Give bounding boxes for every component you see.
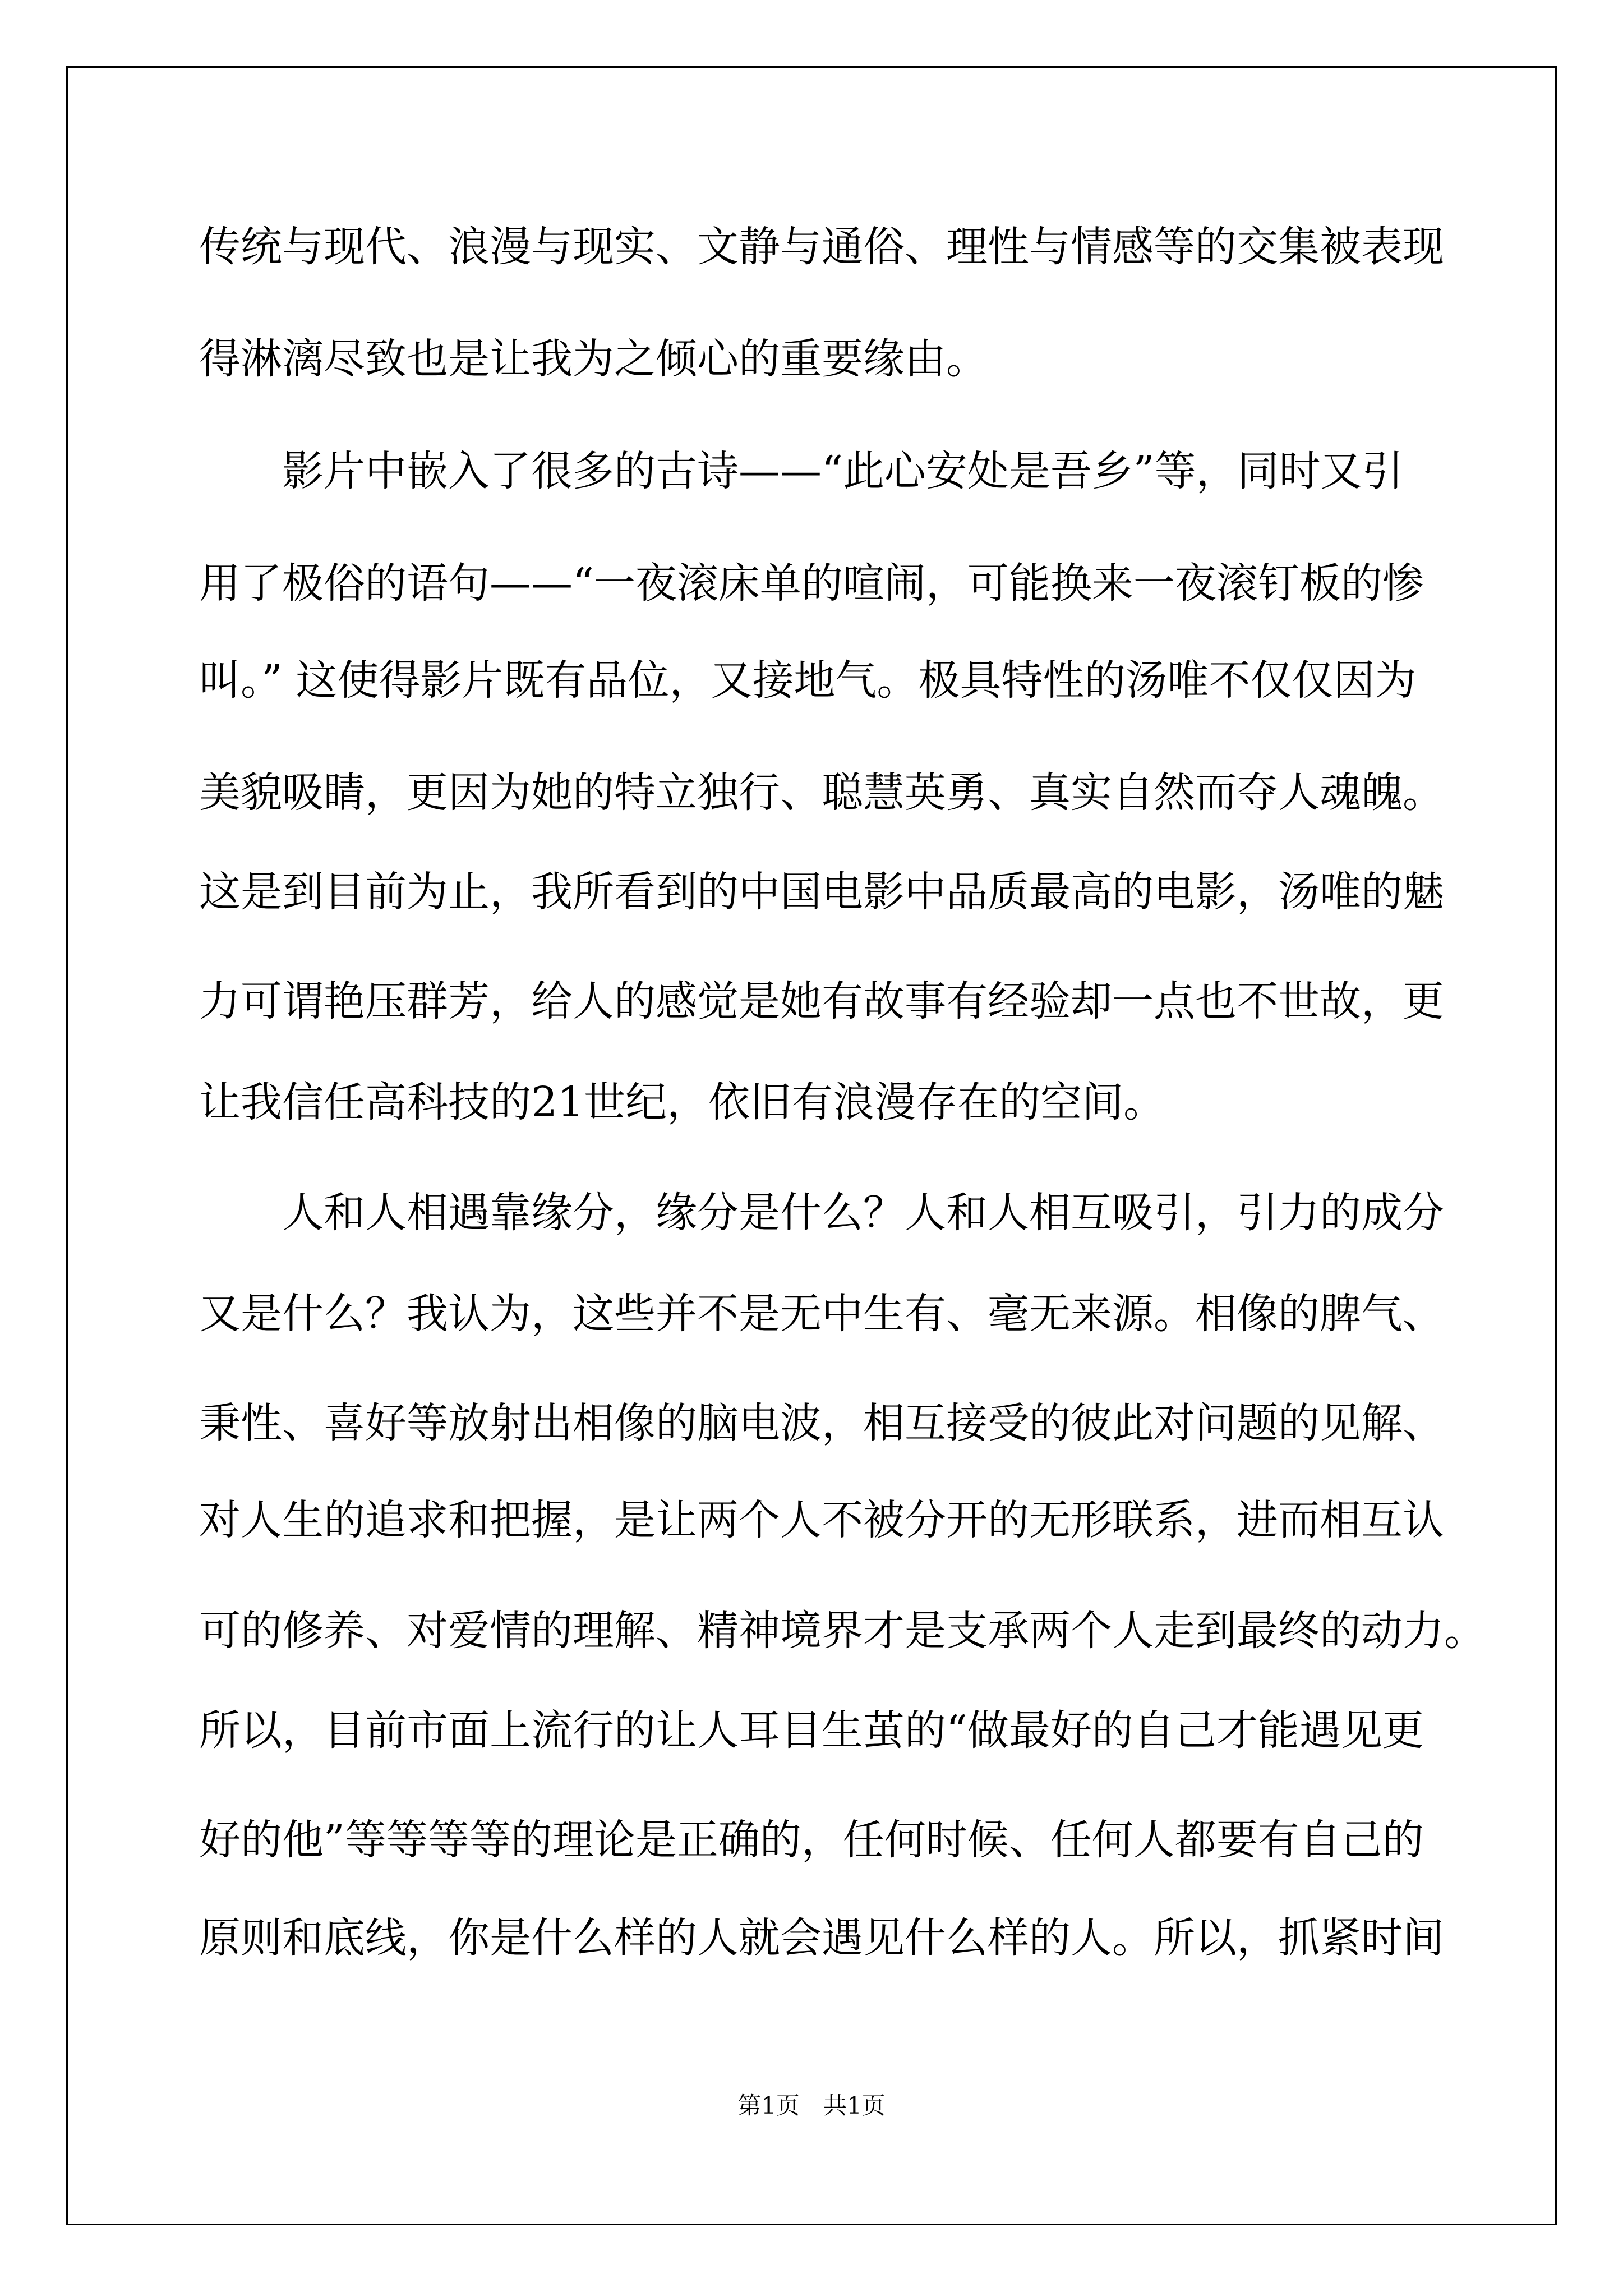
text-line: 让我信任高科技的21世纪，依旧有浪漫存在的空间。 — [199, 1078, 1165, 1126]
page-footer: 第1页 共1页 — [737, 2092, 886, 2119]
text-line: 得淋漓尽致也是让我为之倾心的重要缘由。 — [199, 335, 988, 383]
text-line: 可的修养、对爱情的理解、精神境界才是支承两个人走到最终的动力。 — [199, 1607, 1486, 1655]
text-line: 又是什么？我认为，这些并不是无中生有、毫无来源。相像的脾气、 — [199, 1290, 1444, 1338]
paragraph-start-line: 人和人相遇靠缘分，缘分是什么？人和人相互吸引，引力的成分 — [282, 1189, 1444, 1237]
text-line: 美貌吸睛，更因为她的特立独行、聪慧英勇、真实自然而夺人魂魄。 — [199, 769, 1444, 817]
text-line: 所以，目前市面上流行的让人耳目生茧的“做最好的自己才能遇见更 — [199, 1706, 1424, 1755]
text-line: 对人生的追求和把握，是让两个人不被分开的无形联系，进而相互认 — [199, 1496, 1444, 1544]
text-line: 原则和底线，你是什么样的人就会遇见什么样的人。所以，抓紧时间 — [199, 1914, 1444, 1962]
text-line: 叫。” 这使得影片既有品位，又接地气。极具特性的汤唯不仅仅因为 — [199, 656, 1417, 705]
text-line: 好的他”等等等等的理论是正确的，任何时候、任何人都要有自己的 — [199, 1816, 1424, 1864]
text-line: 秉性、喜好等放射出相像的脑电波，相互接受的彼此对问题的见解、 — [199, 1399, 1444, 1447]
text-line: 这是到目前为止，我所看到的中国电影中品质最高的电影，汤唯的魅 — [199, 868, 1444, 916]
text-line: 用了极俗的语句——“一夜滚床单的喧闹，可能换来一夜滚钉板的惨 — [199, 559, 1424, 608]
text-line: 传统与现代、浪漫与现实、文静与通俗、理性与情感等的交集被表现 — [199, 223, 1444, 271]
paragraph-start-line: 影片中嵌入了很多的古诗——“此心安处是吾乡”等，同时又引 — [282, 447, 1404, 495]
text-line: 力可谓艳压群芳，给人的感觉是她有故事有经验却一点也不世故，更 — [199, 977, 1444, 1025]
page-border — [66, 66, 1557, 2225]
